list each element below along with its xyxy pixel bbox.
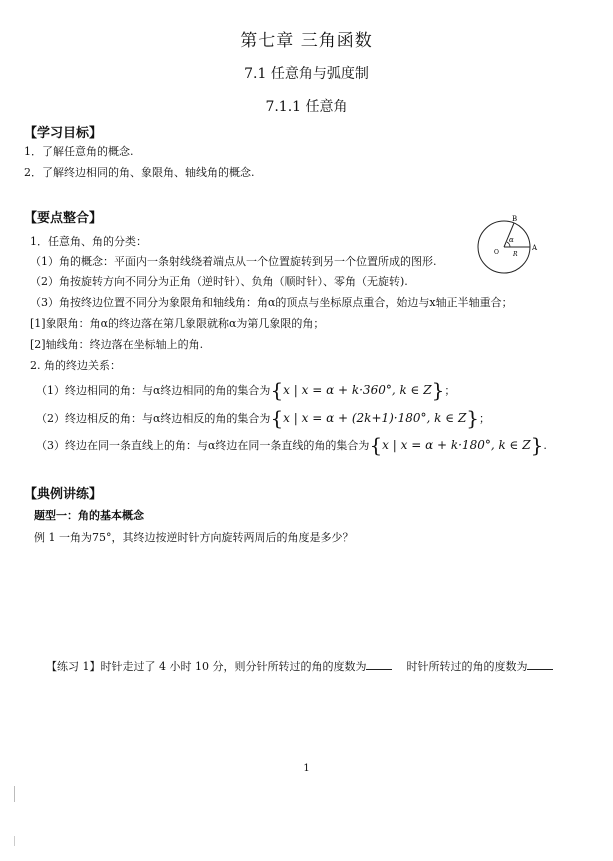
key-point-1: 1．任意角、角的分类： (30, 235, 147, 248)
label-alpha: α (509, 236, 514, 244)
example-1: 例 1 一角为75°，其终边按逆时针方向旋转两周后的角度是多少？ (34, 531, 354, 544)
objective-item-1: 1．了解任意角的概念. (24, 145, 134, 158)
label-o: O (494, 249, 499, 256)
relation-1: （1）终边相同的角：与α终边相同的角的集合为{x | x = α + k·360°, k ∈ Z}； (36, 378, 456, 402)
angle-circle-diagram (470, 214, 542, 276)
relation-1-formula: x | x = α + k·360°, k ∈ Z (283, 383, 432, 397)
relation-3-text: （3）终边在同一条直线上的角：与α终边在同一条直线的角的集合为 (36, 439, 370, 452)
section-title: 7.1 任意角与弧度制 (244, 66, 369, 82)
practice-1-part-1: 【练习 1】时针走过了 4 小时 10 分，则分针所转过的角的度数为 (46, 660, 367, 673)
key-points-heading: 【要点整合】 (24, 211, 103, 226)
practice-1-part-2: 时针所转过的角的度数为 (406, 660, 528, 673)
answer-blank-minute[interactable] (366, 659, 392, 670)
practice-1 (46, 658, 553, 674)
axis-angle-def: [2]轴线角：终边落在坐标轴上的角. (30, 338, 204, 351)
label-a: A (532, 244, 538, 252)
quadrant-angle-def: [1]象限角：角α的终边落在第几象限就称α为第几象限的角； (30, 317, 325, 330)
objectives-heading: 【学习目标】 (24, 126, 103, 141)
relation-2: （2）终边相反的角：与α终边相反的角的集合为{x | x = α + (2k+1)·180°, k ∈ Z}； (36, 406, 491, 430)
page-number: 1 (303, 763, 310, 774)
relation-3-formula: x | x = α + k·180°, k ∈ Z (382, 438, 531, 452)
key-point-1-sub-1: （1）角的概念：平面内一条射线绕着端点从一个位置旋转到另一个位置所成的图形. (30, 255, 437, 268)
label-r: R (513, 251, 518, 258)
question-type-1: 题型一：角的基本概念 (34, 509, 144, 522)
label-b: B (512, 215, 518, 223)
objective-item-2: 2．了解终边相同的角、象限角、轴线角的概念. (24, 166, 255, 179)
margin-mark (14, 786, 17, 802)
examples-heading: 【典例讲练】 (24, 487, 103, 502)
relation-3: （3）终边在同一条直线上的角：与α终边在同一条直线的角的集合为{x | x = α + k·180°, k ∈ Z}. (36, 433, 547, 457)
key-point-1-sub-3: （3）角按终边位置不同分为象限角和轴线角：角α的顶点与坐标原点重合，始边与x轴正半轴重合； (30, 296, 513, 309)
relation-2-formula: x | x = α + (2k+1)·180°, k ∈ Z (283, 411, 467, 425)
subsection-title: 7.1.1 任意角 (265, 99, 348, 115)
relation-1-text: （1）终边相同的角：与α终边相同的角的集合为 (36, 384, 271, 397)
key-point-2: 2. 角的终边关系： (30, 359, 121, 372)
key-point-1-sub-2: （2）角按旋转方向不同分为正角（逆时针）、负角（顺时针）、零角（无旋转). (30, 275, 408, 288)
relation-2-text: （2）终边相反的角：与α终边相反的角的集合为 (36, 412, 271, 425)
chapter-title: 第七章 三角函数 (240, 31, 373, 51)
margin-mark-lower (14, 836, 17, 846)
answer-blank-hour[interactable] (527, 659, 553, 670)
